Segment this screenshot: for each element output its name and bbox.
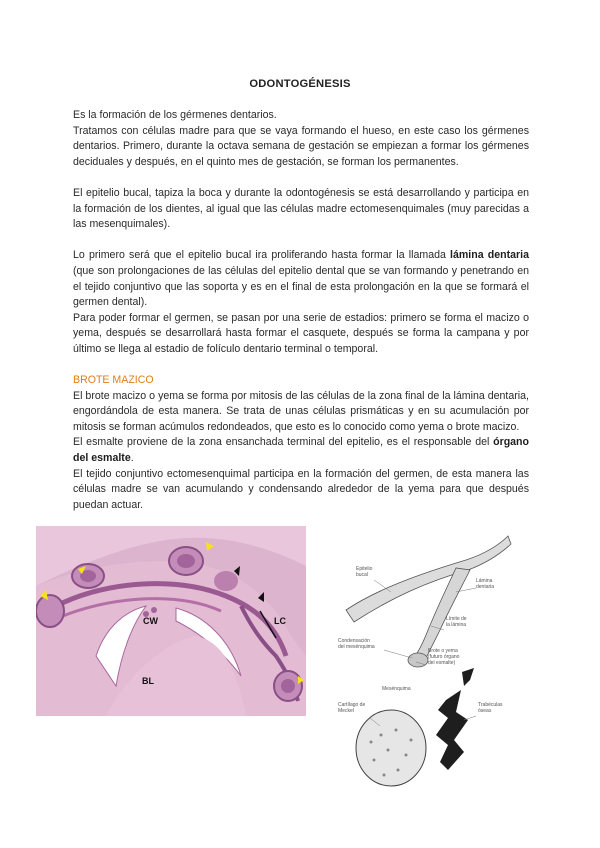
label-bl: BL (142, 676, 154, 686)
body-text (73, 108, 529, 513)
label-cw: CW (143, 616, 158, 626)
dental-lamina-text-2: (que son prolongaciones de las células del epitelio dental que se van formando y penetrando en el tejido conjuntivo que las soporta y es en el final de esta prolongación en la que se formará el germen dental). (73, 264, 529, 309)
label-brote-3: del esmalte) (428, 660, 456, 666)
paragraph-dental-lamina (73, 248, 529, 310)
enamel-text-2: . (130, 452, 134, 465)
label-mesenquima: Mesénquima (382, 686, 411, 692)
dental-lamina-text-1: Lo primero será que el epitelio bucal ira proliferando hasta formar la llamada (73, 249, 451, 262)
label-epitelio-bucal-2: bucal (356, 572, 368, 578)
histology-micrograph (36, 526, 306, 716)
bud-stage-drawing (336, 530, 521, 802)
label-brote-1: Brote o yema (428, 648, 458, 654)
label-epitelio-bucal-1: Epitelio (356, 566, 373, 572)
label-lamina-dentaria-2: dentaria (476, 584, 495, 590)
paragraph-enamel (73, 435, 529, 466)
label-cartilago-2: Meckel (338, 708, 354, 714)
label-trabeculas-1: Trabéculas (478, 702, 503, 708)
paragraph-intro: Es la formación de los gérmenes dentarios. (73, 109, 277, 121)
enamel-text-1: El esmalte proviene de la zona ensanchada terminal del epitelio, es el responsable del (73, 436, 494, 449)
page-title: ODONTOGÉNESIS (249, 78, 351, 90)
dental-lamina-term: lámina dentaria (450, 249, 529, 262)
label-lamina-dentaria-1: Lámina (476, 578, 493, 584)
label-trabeculas-2: óseas (478, 708, 492, 714)
label-limite-2: la lámina (446, 622, 467, 628)
label-cartilago-1: Cartílago de (338, 702, 366, 708)
label-lc: LC (274, 616, 286, 626)
section-heading-brote: BROTE MAZICO (73, 374, 154, 387)
enamel-organ-term: órgano del esmalte (73, 436, 529, 465)
paragraph-oral-epithelium: El epitelio bucal, tapiza la boca y durante la odontogénesis se está desarrollando y participa en la formación de los dientes, al igual que las células madre ectomesenquimales (muy parecidas a las mesenquimales). (73, 186, 529, 231)
label-brote-2: (futuro órgano (428, 654, 460, 660)
label-limite-1: Límite de (446, 616, 467, 622)
label-condensacion-1: Condensación (338, 638, 370, 644)
paragraph-connective-tissue: El tejido conjuntivo ectomesenquimal participa en la formación del germen, de esta manera las células madre se van acumulando y condensando alrededor de la yema para que después puedan actuar. (73, 467, 529, 511)
paragraph-stem-cells: Tratamos con células madre para que se vaya formando el hueso, en este caso los gérmenes dentarios. Primero, durante la octava semana de gestación se empiezan a formar los gérmenes deciduales y después, en el quinto mes de gestación, se forman los permanentes. (73, 124, 529, 168)
paragraph-stages: Para poder formar el germen, se pasan por una serie de estadios: primero se forma el macizo o yema, después se desarrollará hasta formar el casquete, después se forma la campana y por último se llega al estadio de folículo dentario terminal o temporal. (73, 311, 529, 355)
paragraph-bud-formation: El brote macizo o yema se forma por mitosis de las células de la zona final de la lámina dentaria, engordándola de esta manera. Se trata de unas células prismáticas y en su acumulación por mitosis se forman acúmulos redondeados, que esto es lo conocido como yema o brote macizo. (73, 389, 529, 433)
label-condensacion-2: del mesénquima (338, 644, 375, 650)
